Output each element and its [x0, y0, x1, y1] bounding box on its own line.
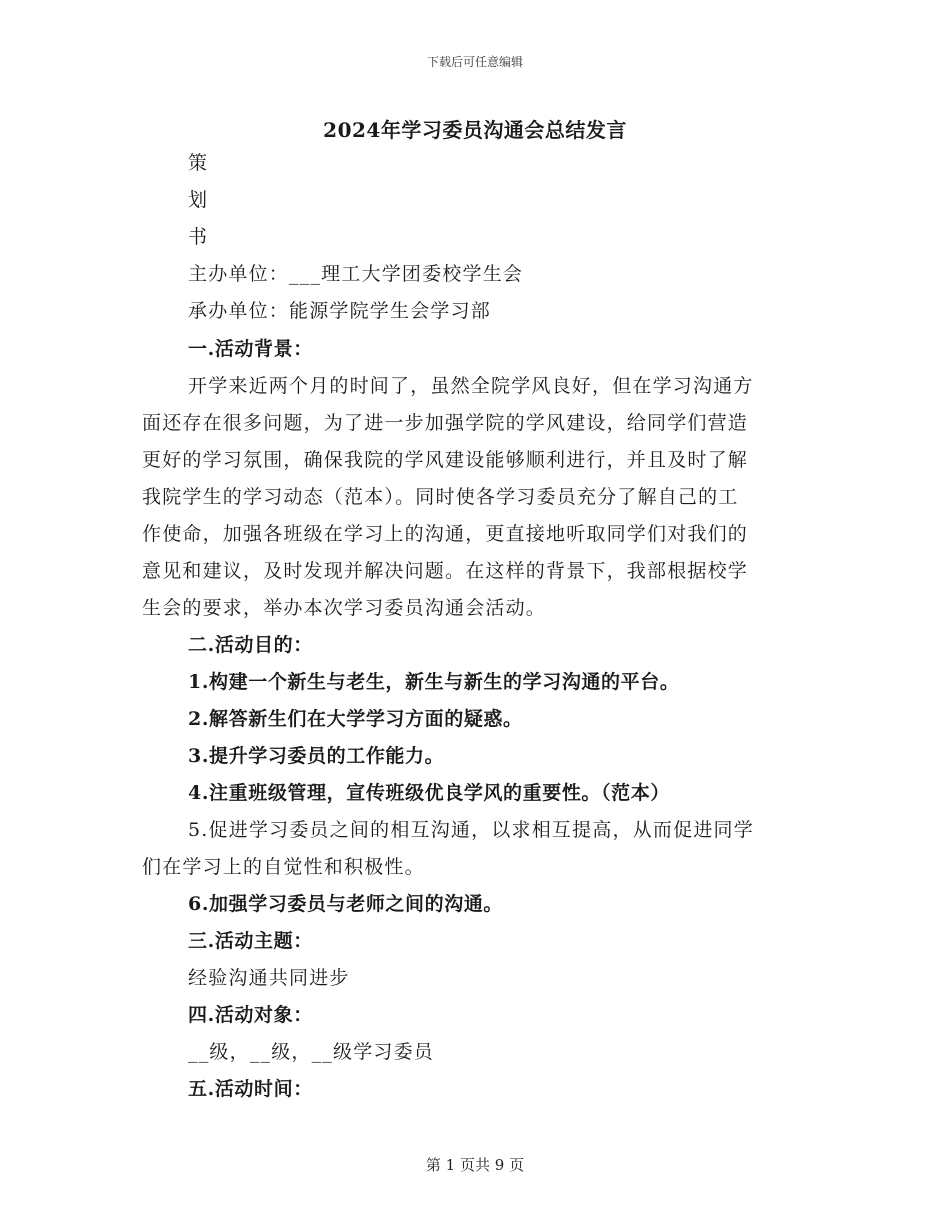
page-footer: 第 1 页共 9 页 — [425, 1156, 525, 1174]
text-line: 承办单位：能源学院学生会学习部 — [188, 300, 492, 322]
section-heading: 四.活动对象： — [188, 1004, 313, 1026]
list-item: 2.解答新生们在大学学习方面的疑惑。 — [188, 708, 523, 730]
paragraph-line: 面还存在很多问题，为了进一步加强学院的学风建设，给同学们营造 — [142, 412, 749, 434]
paragraph-line: 作使命，加强各班级在学习上的沟通，更直接地听取同学们对我们的 — [142, 523, 749, 545]
text-line: 书 — [188, 226, 209, 248]
text-line: 策 — [188, 152, 209, 174]
list-item: 4.注重班级管理，宣传班级优良学风的重要性。（范本） — [188, 782, 670, 804]
paragraph-line: 意见和建议，及时发现并解决问题。在这样的背景下，我部根据校学 — [142, 560, 749, 582]
list-item: 们在学习上的自觉性和积极性。 — [142, 856, 425, 878]
list-item: 6.加强学习委员与老师之间的沟通。 — [188, 893, 504, 915]
text-line: 主办单位：___理工大学团委校学生会 — [188, 263, 524, 285]
paragraph-line: 开学来近两个月的时间了，虽然全院学风良好，但在学习沟通方 — [188, 375, 754, 397]
paragraph-line: 更好的学习氛围，确保我院的学风建设能够顺利进行，并且及时了解 — [142, 449, 749, 471]
paragraph-line: 生会的要求，举办本次学习委员沟通会活动。 — [142, 597, 547, 619]
text-line: __级，__级，__级学习委员 — [188, 1041, 435, 1063]
text-line: 划 — [188, 189, 209, 211]
list-item: 3.提升学习委员的工作能力。 — [188, 745, 445, 767]
text-line: 经验沟通共同进步 — [188, 967, 350, 989]
header-note: 下载后可任意编辑 — [426, 55, 523, 69]
document-title: 2024年学习委员沟通会总结发言 — [323, 118, 627, 142]
section-heading: 三.活动主题： — [188, 930, 313, 952]
list-item: 1.构建一个新生与老生，新生与新生的学习沟通的平台。 — [188, 671, 680, 693]
section-heading: 二.活动目的： — [188, 634, 313, 656]
list-item: 5.促进学习委员之间的相互沟通，以求相互提高，从而促进同学 — [188, 819, 754, 841]
section-heading: 一.活动背景： — [188, 338, 313, 360]
paragraph-line: 我院学生的学习动态（范本）。同时使各学习委员充分了解自己的工 — [142, 486, 739, 508]
section-heading: 五.活动时间： — [188, 1078, 313, 1100]
